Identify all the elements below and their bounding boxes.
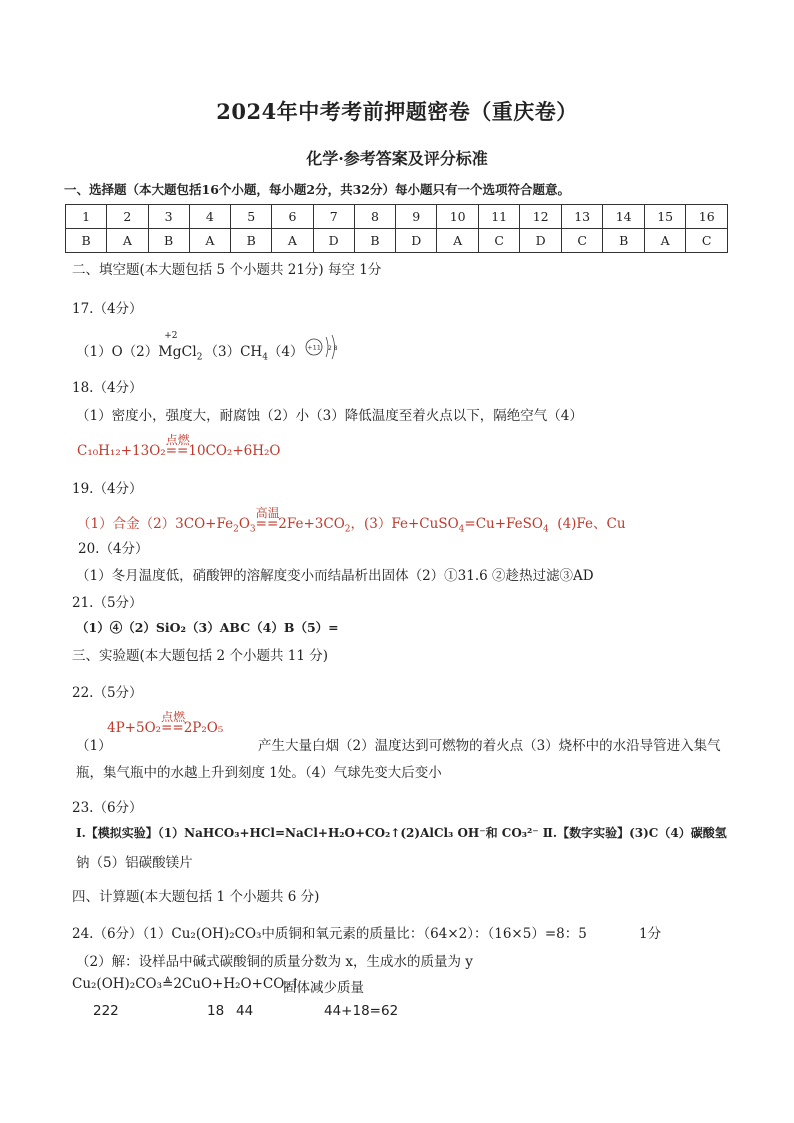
- table-cell: B: [148, 229, 189, 253]
- q18-text: （1）密度小，强度大，耐腐蚀（2）小（3）降低温度至着火点以下，隔绝空气（4）: [76, 408, 583, 424]
- ch4-sub: 4: [262, 352, 268, 363]
- q24-mass-2: 18: [207, 1003, 225, 1019]
- nucleus-label: +11: [306, 343, 321, 351]
- q18-equation: [77, 433, 281, 459]
- table-cell: C: [686, 229, 728, 253]
- table-cell: 6: [272, 205, 313, 229]
- q24-line1: 24.（6分）（1）Cu₂(OH)₂CO₃中质铜和氧元素的质量比：（64×2）：（16×5）=8：5: [72, 926, 587, 942]
- mgcl2-formula: [158, 331, 203, 363]
- section1-heading: 一、选择题（本大题包括16个小题，每小题2分，共32分）每小题只有一个选项符合题意。: [64, 182, 570, 197]
- table-cell: D: [313, 229, 354, 253]
- table-cell: B: [603, 229, 645, 253]
- q17-part3: （3）CH: [204, 344, 263, 360]
- q19-t4: =Cu+FeSO: [464, 516, 543, 532]
- q21-text: （1）④（2）SiO₂（3）ABC（4）B（5）=: [76, 620, 339, 635]
- table-cell: 4: [189, 205, 230, 229]
- q19-sub: 3: [249, 524, 256, 535]
- table-cell: C: [561, 229, 603, 253]
- eq-left: C₁₀H₁₂+13O₂: [77, 443, 166, 459]
- q17-answer: [76, 331, 344, 365]
- q24-mass-4: 44+18=62: [324, 1003, 399, 1019]
- q22-label: 22.（5分）: [72, 685, 143, 701]
- q23-line2: 钠（5）铝碳酸镁片: [76, 855, 193, 871]
- section2-heading: 二、填空题(本大题包括 5 个小题共 21分) 每空 1分: [72, 262, 382, 278]
- q17-part4: （4）: [267, 344, 304, 360]
- q22-text2: 瓶，集气瓶中的水越上升到刻度 1处。（4）气球先变大后变小: [76, 765, 442, 781]
- page-subtitle: 化学·参考答案及评分标准: [306, 149, 488, 168]
- table-cell: 15: [644, 205, 686, 229]
- section4-heading: 四、计算题(本大题包括 1 个小题共 6 分): [72, 889, 320, 905]
- q24-mass-1: 222: [93, 1003, 119, 1019]
- q22-equation: [107, 710, 224, 736]
- eq-condition: 高温 ==: [255, 506, 280, 532]
- q23-label: 23.（6分）: [72, 800, 143, 816]
- eq-cond-label: 点燃: [161, 710, 186, 724]
- q19-t1: （1）合金（2）3CO+Fe: [77, 516, 234, 532]
- table-cell: 12: [520, 205, 562, 229]
- table-cell: 3: [148, 205, 189, 229]
- sodium-atom-diagram-icon: [304, 341, 344, 365]
- table-cell: A: [272, 229, 313, 253]
- q24-eq-note: 固体减少质量: [283, 980, 364, 996]
- page-title: 2024年中考考前押题密卷（重庆卷）: [216, 99, 578, 124]
- table-cell: 11: [478, 205, 520, 229]
- q19-sub: 4: [458, 524, 465, 535]
- q18-label: 18.（4分）: [72, 380, 143, 396]
- table-cell: A: [107, 229, 148, 253]
- q19-o: O: [238, 516, 250, 532]
- q24-mass-3: 44: [236, 1003, 254, 1019]
- answer-table: [65, 204, 728, 253]
- q19-t5: (4)Fe、Cu: [548, 516, 626, 532]
- q19-label: 19.（4分）: [72, 481, 143, 497]
- mgcl-text: MgCl: [158, 344, 197, 360]
- table-cell: 13: [561, 205, 603, 229]
- eq-cond-label: 高温: [255, 506, 280, 520]
- q24-score: 1分: [639, 926, 662, 942]
- eq-condition: 点燃 ==: [165, 433, 190, 459]
- q22-prefix: （1）: [76, 738, 112, 754]
- table-row-numbers: [66, 205, 728, 229]
- q19-sub: 2: [344, 524, 351, 535]
- q20-text: （1）冬月温度低，硝酸钾的溶解度变小而结晶析出固体（2）①31.6 ②趁热过滤③AD: [76, 568, 594, 584]
- q24-equation: Cu₂(OH)₂CO₃≜2CuO+H₂O+CO₂↑: [72, 976, 302, 992]
- section3-heading: 三、实验题(本大题包括 2 个小题共 11 分): [72, 648, 328, 664]
- table-cell: 2: [107, 205, 148, 229]
- table-cell: A: [437, 229, 479, 253]
- table-cell: 10: [437, 205, 479, 229]
- table-cell: A: [189, 229, 230, 253]
- table-cell: B: [66, 229, 107, 253]
- table-cell: 5: [231, 205, 272, 229]
- table-cell: D: [520, 229, 562, 253]
- table-cell: 8: [354, 205, 395, 229]
- q24-line2: （2）解：设样品中碱式碳酸铜的质量分数为 x，生成水的质量为 y: [76, 954, 473, 970]
- eq-condition: 点燃 ==: [161, 710, 186, 736]
- q20-label: 20.（4分）: [78, 541, 149, 557]
- q17-label: 17.（4分）: [72, 301, 143, 317]
- eq-right: 10CO₂+6H₂O: [188, 443, 281, 459]
- valence-mark: +2: [164, 331, 178, 341]
- table-cell: 16: [686, 205, 728, 229]
- mgcl-sub: 2: [196, 352, 203, 363]
- table-row-answers: [66, 229, 728, 253]
- q19-t3: ，(3）Fe+CuSO: [350, 516, 459, 532]
- table-cell: 9: [396, 205, 437, 229]
- q22-text1: 产生大量白烟（2）温度达到可燃物的着火点（3）烧杯中的水沿导管进入集气: [258, 738, 721, 754]
- table-cell: 14: [603, 205, 645, 229]
- table-cell: A: [644, 229, 686, 253]
- q23-line1: Ⅰ.【模拟实验】（1）NaHCO₃+HCl=NaCl+H₂O+CO₂↑(2)AlCl₃ OH⁻和 CO₃²⁻ Ⅱ.【数字实验】(3)C（4）碳酸氢: [76, 826, 727, 840]
- q19-sub: 4: [542, 524, 549, 535]
- table-cell: B: [231, 229, 272, 253]
- table-cell: B: [354, 229, 395, 253]
- table-cell: 1: [66, 205, 107, 229]
- eq-right: 2P₂O₅: [183, 720, 224, 736]
- q19-t2: 2Fe+3CO: [278, 516, 345, 532]
- q17-part1: （1）O（2）: [76, 344, 159, 360]
- table-cell: 7: [313, 205, 354, 229]
- q19-answer: [77, 506, 626, 535]
- shell-electrons: 2 8: [327, 344, 338, 352]
- eq-cond-label: 点燃: [165, 433, 190, 447]
- q21-label: 21.（5分）: [72, 595, 143, 611]
- table-cell: D: [396, 229, 437, 253]
- q19-sub: 2: [233, 524, 239, 535]
- eq-left: 4P+5O₂: [107, 720, 162, 736]
- table-cell: C: [478, 229, 520, 253]
